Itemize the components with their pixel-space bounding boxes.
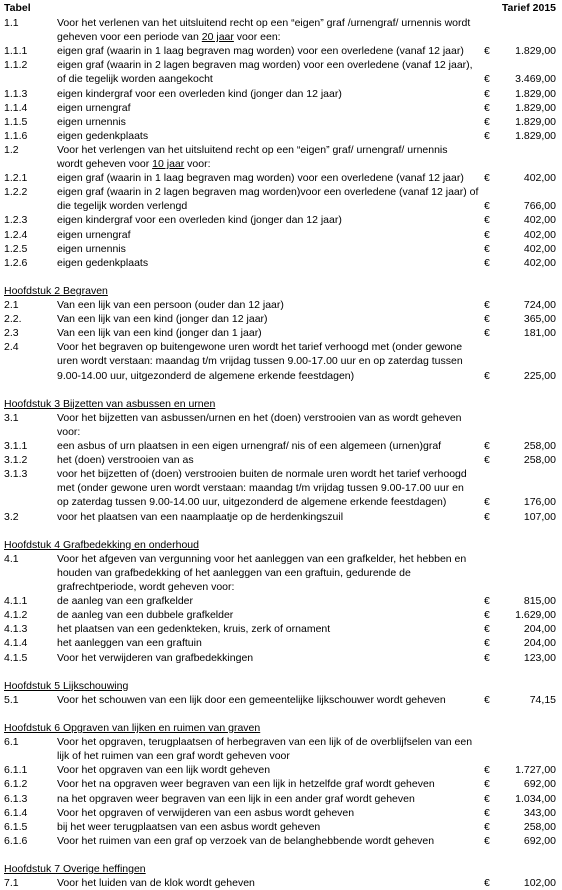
item-number: 6.1.2 <box>4 778 28 791</box>
tariff-amount: 1.829,00 <box>515 45 556 58</box>
table-row <box>0 298 562 312</box>
euro-sign: € <box>484 637 490 650</box>
euro-sign: € <box>484 299 490 311</box>
item-description: geheven voor een periode van 20 jaar voor een: <box>57 31 281 44</box>
tariff-amount: 766,00 <box>523 200 556 213</box>
item-number: 3.1.3 <box>4 468 28 481</box>
table-row <box>0 636 562 650</box>
table-row <box>0 58 562 72</box>
item-description: Voor het verwijderen van grafbedekkingen <box>57 651 254 664</box>
item-description: Voor het schouwen van een lijk door een gemeentelijke lijkschouwer wordt geheven <box>57 693 446 706</box>
euro-sign: € <box>484 792 490 805</box>
tariff-amount: 815,00 <box>523 595 556 608</box>
table-row <box>0 467 562 481</box>
tariff-amount: 258,00 <box>523 820 556 833</box>
item-number: 1.1.1 <box>4 45 28 58</box>
table-row <box>0 199 562 213</box>
item-number: 1.1.6 <box>4 129 28 142</box>
item-description: bij het weer terugplaatsen van een asbus wordt geheven <box>57 820 321 833</box>
item-description: voor het bijzetten of (doen) verstrooien buiten de normale uren wordt het tarief verhoogd <box>57 468 467 481</box>
item-number: 6.1 <box>4 736 19 749</box>
table-row <box>0 820 562 834</box>
tariff-amount: 692,00 <box>523 834 556 847</box>
euro-sign: € <box>484 87 490 100</box>
table-row <box>0 101 562 115</box>
tariff-year-header: Tarief 2015 <box>501 2 556 14</box>
item-number: 1.2 <box>4 143 19 156</box>
item-description: Voor het afgeven van vergunning voor het aanleggen van een grafkelder, het hebben en <box>57 552 467 565</box>
section-title: Hoofdstuk 4 Grafbedekking en onderhoud <box>4 538 199 551</box>
tariff-amount: 225,00 <box>523 369 556 382</box>
table-row <box>0 143 562 157</box>
table-row <box>0 453 562 467</box>
euro-sign: € <box>484 454 490 467</box>
euro-sign: € <box>484 820 490 833</box>
table-row <box>0 495 562 509</box>
euro-sign: € <box>484 200 490 213</box>
section-title: Hoofdstuk 6 Opgraven van lijken en ruimen van graven <box>4 722 261 734</box>
section-heading <box>0 862 562 876</box>
table-row <box>0 806 562 820</box>
item-number: 3.1.2 <box>4 454 28 467</box>
table-row <box>0 213 562 227</box>
item-number: 1.1 <box>4 17 19 29</box>
table-row <box>0 651 562 665</box>
euro-sign: € <box>484 623 490 636</box>
table-row <box>0 622 562 636</box>
table-row <box>0 242 562 256</box>
item-description: eigen urnengraf <box>57 228 131 241</box>
section-title: Hoofdstuk 2 Begraven <box>4 284 108 297</box>
section-title: Hoofdstuk 7 Overige heffingen <box>4 863 146 875</box>
table-row <box>0 594 562 608</box>
item-description: eigen graf (waarin in 1 laag begraven mag worden) voor een overledene (vanaf 12 jaar) <box>57 45 464 58</box>
item-number: 4.1.2 <box>4 609 28 622</box>
table-row <box>0 481 562 495</box>
table-row <box>0 777 562 791</box>
tariff-amount: 1.829,00 <box>515 87 556 100</box>
table-row <box>0 425 562 439</box>
tariff-amount: 181,00 <box>523 327 556 340</box>
tariff-amount: 365,00 <box>523 313 556 326</box>
item-description: die tegelijk worden verlengd <box>57 200 188 213</box>
item-description: Van een lijk van een kind (jonger dan 12 jaar) <box>57 313 268 326</box>
item-number: 2.4 <box>4 341 19 354</box>
table-row <box>0 354 562 368</box>
table-row <box>0 693 562 707</box>
table-row <box>0 749 562 763</box>
tariff-amount: 102,00 <box>523 877 556 890</box>
euro-sign: € <box>484 327 490 340</box>
euro-sign: € <box>484 877 490 890</box>
item-number: 6.1.6 <box>4 834 28 847</box>
item-description: Voor het ruimen van een graf op verzoek van de belanghebbende wordt geheven <box>57 834 435 847</box>
table-row <box>0 763 562 777</box>
item-description: 9.00-14.00 uur, uitgezonderd de algemene erkende feestdagen) <box>57 369 355 382</box>
euro-sign: € <box>484 440 490 452</box>
item-number: 3.1 <box>4 411 19 424</box>
tariff-amount: 402,00 <box>523 256 556 269</box>
item-number: 1.2.6 <box>4 256 28 269</box>
tariff-amount: 74,15 <box>529 693 556 706</box>
item-number: 4.1.5 <box>4 651 28 664</box>
table-row <box>0 439 562 453</box>
item-description: houden van grafbedekking of het aanleggen van een graftuin, gedurende de <box>57 566 411 579</box>
table-row <box>0 792 562 806</box>
item-description: het plaatsen van een gedenkteken, kruis, zerk of ornament <box>57 623 331 636</box>
euro-sign: € <box>484 609 490 622</box>
item-description: een asbus of urn plaatsen in een eigen urnengraf/ nis of een algemeen (urnen)graf <box>57 440 442 452</box>
euro-sign: € <box>484 651 490 664</box>
tariff-amount: 402,00 <box>523 172 556 185</box>
euro-sign: € <box>484 256 490 269</box>
item-number: 3.1.1 <box>4 440 28 452</box>
item-description: het aanleggen van een graftuin <box>57 637 202 650</box>
item-description: Voor het bijzetten van asbussen/urnen en het (doen) verstrooien van as wordt geheven <box>57 411 462 424</box>
item-description: Voor het opgraven of verwijderen van een asbus wordt geheven <box>57 806 355 819</box>
item-description: of die tegelijk worden aangekocht <box>57 73 213 86</box>
tariff-amount: 343,00 <box>523 806 556 819</box>
item-number: 1.1.5 <box>4 115 28 128</box>
table-header-label: Tabel <box>4 2 31 14</box>
table-row <box>0 129 562 143</box>
tariff-amount: 1.829,00 <box>515 101 556 114</box>
table-row <box>0 312 562 326</box>
item-number: 1.2.5 <box>4 242 28 255</box>
item-number: 6.1.5 <box>4 820 28 833</box>
euro-sign: € <box>484 115 490 128</box>
table-row <box>0 326 562 340</box>
tariff-amount: 123,00 <box>523 651 556 664</box>
section-heading <box>0 284 562 298</box>
item-description: Voor het opgraven, terugplaatsen of herbegraven van een lijk of de overblijfselen van een <box>57 736 473 749</box>
item-number: 1.2.3 <box>4 214 28 227</box>
item-number: 1.1.3 <box>4 87 28 100</box>
item-number: 1.1.4 <box>4 101 28 114</box>
item-description: op zaterdag tussen 9.00-14.00 uur, uitgezonderd de algemene erkende feestdagen) <box>57 496 447 509</box>
item-description: eigen graf (waarin in 1 laag begraven mag worden) voor een overledene (vanaf 12 jaar) <box>57 172 464 185</box>
table-row <box>0 566 562 580</box>
tariff-amount: 402,00 <box>523 242 556 255</box>
item-number: 2.2. <box>4 313 22 326</box>
item-description: Voor het opgraven van een lijk wordt geheven <box>57 764 271 777</box>
table-row <box>0 157 562 171</box>
item-description: voor het plaatsen van een naamplaatje op de herdenkingszuil <box>57 510 344 523</box>
item-description: eigen urnennis <box>57 242 126 255</box>
section-title: Hoofdstuk 5 Lijkschouwing <box>4 679 129 692</box>
tariff-amount: 1.727,00 <box>515 764 556 777</box>
item-number: 1.2.2 <box>4 186 28 199</box>
table-row <box>0 256 562 270</box>
item-description: eigen graf (waarin in 2 lagen begraven mag worden)voor een overledene (vanaf 12 jaar) of <box>57 186 479 199</box>
item-description: eigen urnengraf <box>57 101 131 114</box>
item-number: 6.1.3 <box>4 792 28 805</box>
euro-sign: € <box>484 778 490 791</box>
tariff-amount: 258,00 <box>523 440 556 452</box>
table-row <box>0 171 562 185</box>
section-heading <box>0 538 562 552</box>
item-description: Voor het na opgraven weer begraven van een lijk in hetzelfde graf wordt geheven <box>57 778 435 791</box>
item-number: 6.1.4 <box>4 806 28 819</box>
tariff-amount: 176,00 <box>523 496 556 509</box>
table-row <box>0 834 562 848</box>
euro-sign: € <box>484 313 490 326</box>
item-description: na het opgraven weer begraven van een lijk in een ander graf wordt geheven <box>57 792 415 805</box>
euro-sign: € <box>484 101 490 114</box>
tariff-amount: 3.469,00 <box>515 73 556 86</box>
section-heading <box>0 679 562 693</box>
euro-sign: € <box>484 129 490 142</box>
table-row <box>0 369 562 383</box>
tariff-amount: 1.629,00 <box>515 609 556 622</box>
euro-sign: € <box>484 45 490 58</box>
item-number: 4.1 <box>4 552 19 565</box>
table-row <box>0 608 562 622</box>
euro-sign: € <box>484 242 490 255</box>
item-number: 4.1.1 <box>4 595 28 608</box>
item-description: Voor het luiden van de klok wordt geheven <box>57 877 255 890</box>
table-row <box>0 115 562 129</box>
table-row <box>0 185 562 199</box>
tariff-amount: 1.829,00 <box>515 115 556 128</box>
euro-sign: € <box>484 834 490 847</box>
table-row <box>0 30 562 44</box>
euro-sign: € <box>484 510 490 523</box>
euro-sign: € <box>484 369 490 382</box>
tariff-amount: 724,00 <box>523 299 556 311</box>
item-description: met (onder gewone uren wordt verstaan: maandag t/m vrijdag tussen 9.00-17.00 uur en <box>57 482 464 495</box>
item-number: 1.2.1 <box>4 172 28 185</box>
item-description: Voor het verlengen van het uitsluitend recht op een “eigen” graf/ urnengraf/ urnennis <box>57 143 448 156</box>
euro-sign: € <box>484 693 490 706</box>
euro-sign: € <box>484 228 490 241</box>
item-description: Van een lijk van een kind (jonger dan 1 jaar) <box>57 327 262 340</box>
table-row <box>0 580 562 594</box>
item-description: Voor het begraven op buitengewone uren wordt het tarief verhoogd met (onder gewone <box>57 341 463 354</box>
tariff-amount: 204,00 <box>523 623 556 636</box>
item-description: eigen urnennis <box>57 115 126 128</box>
item-description: uren wordt verstaan: maandag t/m vrijdag tussen 9.00-17.00 uur en op zaterdag tussen <box>57 355 463 368</box>
tariff-amount: 1.829,00 <box>515 129 556 142</box>
euro-sign: € <box>484 595 490 608</box>
tariff-amount: 258,00 <box>523 454 556 467</box>
item-description: lijk of het ruimen van een graf wordt geheven voor <box>57 750 290 763</box>
euro-sign: € <box>484 172 490 185</box>
item-description: wordt geheven voor 10 jaar voor: <box>57 158 211 170</box>
section-title: Hoofdstuk 3 Bijzetten van asbussen en urnen <box>4 397 216 410</box>
item-description: Voor het verlenen van het uitsluitend recht op een “eigen” graf /urnengraf/ urnennis wordt <box>57 17 471 29</box>
table-row <box>0 876 562 890</box>
item-description: eigen kindergraf voor een overleden kind (jonger dan 12 jaar) <box>57 214 342 227</box>
item-number: 7.1 <box>4 877 19 890</box>
item-description: eigen kindergraf voor een overleden kind (jonger dan 12 jaar) <box>57 87 342 100</box>
item-number: 1.1.2 <box>4 59 28 72</box>
euro-sign: € <box>484 806 490 819</box>
item-number: 2.3 <box>4 327 19 340</box>
item-number: 4.1.4 <box>4 637 28 650</box>
euro-sign: € <box>484 214 490 227</box>
section-heading <box>0 721 562 735</box>
item-description: eigen gedenkplaats <box>57 129 149 142</box>
table-row <box>0 552 562 566</box>
tariff-amount: 204,00 <box>523 637 556 650</box>
euro-sign: € <box>484 764 490 777</box>
tariff-amount: 402,00 <box>523 228 556 241</box>
tariff-amount: 692,00 <box>523 778 556 791</box>
item-number: 2.1 <box>4 299 19 311</box>
section-heading <box>0 397 562 411</box>
table-row <box>0 87 562 101</box>
euro-sign: € <box>484 73 490 86</box>
table-row <box>0 228 562 242</box>
item-number: 5.1 <box>4 693 19 706</box>
tariff-amount: 402,00 <box>523 214 556 227</box>
table-row <box>0 72 562 86</box>
item-number: 3.2 <box>4 510 19 523</box>
item-number: 6.1.1 <box>4 764 28 777</box>
item-number: 4.1.3 <box>4 623 28 636</box>
table-row <box>0 735 562 749</box>
item-description: het (doen) verstrooien van as <box>57 454 194 467</box>
item-description: de aanleg van een dubbele grafkelder <box>57 609 234 622</box>
item-description: voor: <box>57 425 81 438</box>
item-description: eigen graf (waarin in 2 lagen begraven mag worden) voor een overledene (vanaf 12 jaar), <box>57 59 473 72</box>
item-description: Van een lijk van een persoon (ouder dan 12 jaar) <box>57 299 284 311</box>
table-row <box>0 44 562 58</box>
tariff-amount: 1.034,00 <box>515 792 556 805</box>
table-row <box>0 411 562 425</box>
euro-sign: € <box>484 496 490 509</box>
table-row <box>0 340 562 354</box>
tariff-amount: 107,00 <box>523 510 556 523</box>
table-row <box>0 510 562 524</box>
item-description: eigen gedenkplaats <box>57 256 149 269</box>
item-number: 1.2.4 <box>4 228 28 241</box>
table-row <box>0 16 562 30</box>
item-description: de aanleg van een grafkelder <box>57 595 194 608</box>
item-description: grafrechtperiode, wordt geheven voor: <box>57 581 235 593</box>
